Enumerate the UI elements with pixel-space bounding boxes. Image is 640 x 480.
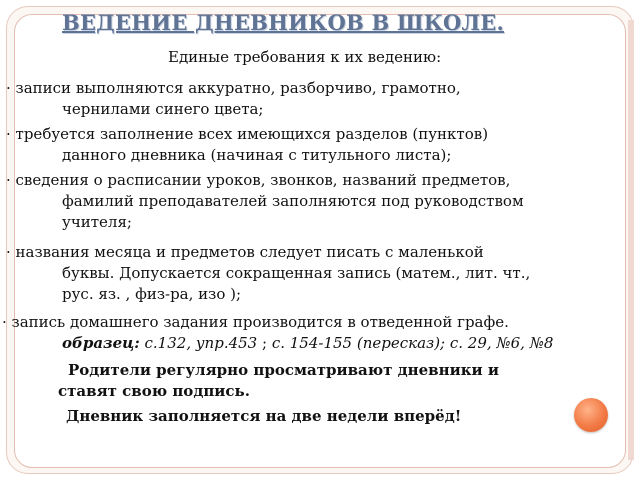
list-item-continuation: рус. яз. , физ-ра, изо ); [62,285,242,303]
list-item [0,124,600,166]
list-item-continuation: фамилий преподавателей заполняются под руководством [62,192,524,210]
list-item-continuation: буквы. Допускается сокращенная запись (матем., лит. чт., [62,264,531,282]
list-item [0,242,600,305]
homework-item [0,312,600,354]
list-item-continuation: чернилами синего цвета; [62,100,264,118]
parents-note-line1: Родители регулярно просматривают дневники и [68,361,500,379]
list-item-continuation: учителя; [62,213,132,231]
list-item-text: · названия месяца и предметов следует писать с маленькой [6,243,484,261]
example-label: образец: [62,334,140,352]
final-note: Дневник заполняется на две недели вперёд! [66,407,462,425]
list-item-text: · записи выполняются аккуратно, разборчиво, грамотно, [6,79,461,97]
list-item-text: · сведения о расписании уроков, звонков, названий предметов, [6,171,511,189]
homework-text: · запись домашнего задания производится в отведенной графе. [2,313,509,331]
list-item-text: · требуется заполнение всех имеющихся разделов (пунктов) [6,125,489,143]
list-item-continuation: данного дневника (начиная с титульного листа); [62,146,452,164]
list-item [0,170,600,233]
example-text-2: с. 154-155 (пересказ); с. 29, №6, №8 [271,334,554,352]
example-text: с.132, упр.453 [139,334,258,352]
slide-subtitle: Единые требования к их ведению: [168,48,442,66]
example-separator: ; [257,334,272,352]
slide-title: ВЕДЕНИЕ ДНЕВНИКОВ В ШКОЛЕ. [62,10,505,35]
homework-example [0,333,600,354]
list-item [0,78,600,120]
decorative-orange-orb [574,398,608,432]
parents-note-line2: ставят свою подпись. [58,382,250,400]
right-border-band [628,20,634,460]
